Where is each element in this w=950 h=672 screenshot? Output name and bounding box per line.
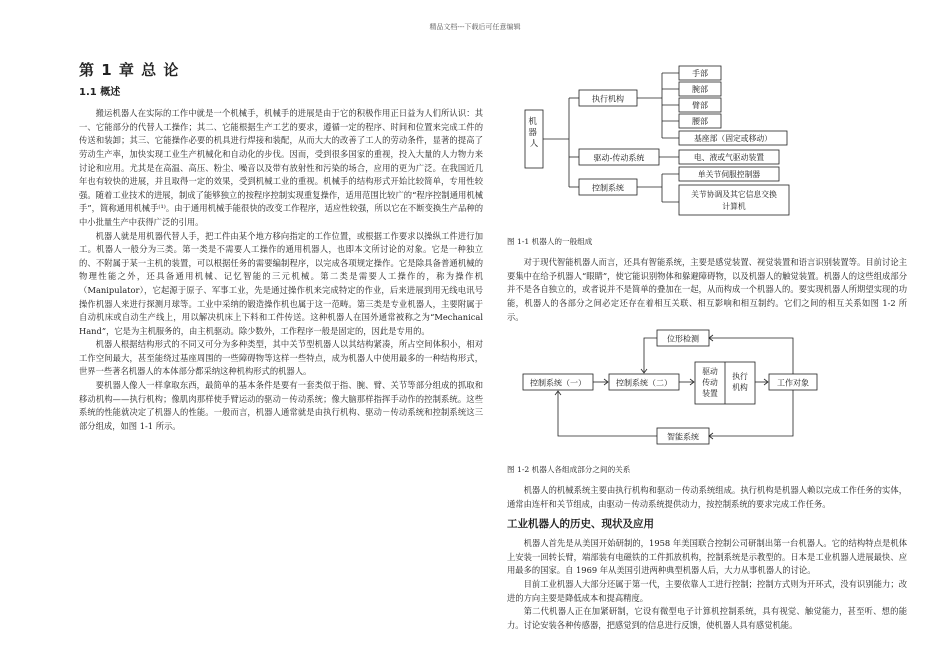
node-control-label: 控制系统	[592, 183, 624, 193]
figure-2-caption: 图 1-2 机器人各组成部分之间的关系	[507, 464, 631, 474]
node-intelligent-label: 智能系统	[667, 432, 699, 442]
node-wrist-label: 腕部	[692, 85, 708, 94]
robot-char-2: 器	[528, 128, 537, 138]
page-header: 精品文档---下载后可任意编辑	[429, 23, 521, 31]
paragraph: 机器人的机械系统主要由执行机构和驱动－传动系统组成。执行机构是机器人赖以完成工作任务的实体，通常由连杆和关节组成，由驱动－传动系统提供动力，按控制系统的要求完成工作任务。	[507, 485, 907, 509]
paragraph: 机器人就是用机器代替人手，把工件由某个地方移向指定的工作位置，或根据工作要求以操纵工件进行加工。机器人一般分为三类。第一类是不需要人工操作的通用机器人，也即本文所讨论的对象。它是一种独立的、不附属于某一主机的装置，可以根据任务的需要编制程序，以完成各项规定操作。它是除具备普通机械的物理性能之外，还具备通用机械、记忆智能的三元机械。第二类是需要人工操作的，称为操作机（Manipulator），它起源于原子、军事工业，先是通过操作机来完成特定的作业，后来进展到用无线电讯号操作机器人来进行探测月球等。工业中采纳的锻造操作机也属于这一范畴。第三类是专业机器人，主要附属于自动机床或自动生产线上，用以解决机床上下料和工件传送。这种机器人在国外通常被称之为“Mechanical Hand”，它是为主机服务的，由主机驱动。除少数外，工作程序一般是固定的，因此是专用的。	[79, 230, 483, 336]
node-exec-label-1: 执行	[732, 372, 748, 382]
right-column	[507, 54, 907, 632]
node-coord-computer-label-1: 关节协调及其它信息交换	[691, 190, 777, 199]
robot-char-1: 机	[528, 117, 537, 127]
paragraph: 要机器人像人一样拿取东西，最简单的基本条件是要有一套类似于指、腕、臂、关节等部分组成的抓取和移动机构——执行机构；像肌肉那样使手臂运动的驱动－传动系统；像大脑那样指挥手动作的控制系统。这些系统的性能就决定了机器人的性能。一般而言，机器人通常就是由执行机构、驱动－传动系统和控制系统这三部分组成，如图 1-1 所示。	[79, 380, 483, 431]
node-drive-label: 驱动-传动系统	[593, 153, 645, 163]
paragraph: 对于现代智能机器人而言，还具有智能系统，主要是感觉装置、视觉装置和语言识别装置等。目前讨论主要集中在给予机器人“眼睛”，使它能识别物体和躲避障碍物，以及机器人的触觉装置。机器人的这些组成部分并不是各自独立的，或者说并不是简单的叠加在一起，从而构成一个机器人的。要实现机器人所期望实现的功能，机器人的各部分之间必定还存在着相互关联、相互影响和相互制约。它们之间的相互关系如图 1-2 所示。	[507, 257, 907, 322]
feedback-line	[558, 392, 657, 436]
node-coord-computer-label-2: 计算机	[722, 202, 746, 211]
node-exec-label: 执行机构	[592, 94, 624, 104]
node-drive-label-2: 传动	[702, 378, 718, 388]
feedback-line	[644, 338, 657, 372]
node-control-1-label: 控制系统（一）	[530, 378, 586, 388]
node-drive-device-label: 电、液或气驱动装置	[693, 153, 765, 162]
node-exec-label-2: 机构	[732, 383, 748, 393]
node-arm-label: 臂部	[692, 101, 708, 110]
paragraph: 机器人首先是从美国开始研制的，1958 年美国联合控制公司研制出第一台机器人。它的结构特点是机体上安装一回转长臂，端部装有电磁铁的工件抓放机构，控制系统是示教型的。日本是工业机器人进展最快、应用最多的国家。自 1969 年从美国引进两种典型机器人后，大力从事机器人的讨论。	[507, 538, 907, 576]
node-servo-label: 单关节伺服控制器	[697, 170, 761, 179]
node-base-label: 基座部（固定或移动）	[694, 134, 772, 143]
section-heading-history: 工业机器人的历史、现状及应用	[507, 517, 654, 530]
paragraph: 机器人根据结构形式的不同又可分为多种类型，其中关节型机器人以其结构紧凑，所占空间体积小，相对工作空间最大，甚至能绕过基座周围的一些障碍物等这样一些特点，成为机器人中使用最多的一种结构形式，世界一些著名机器人的本体部分都采纳这种机构形式的机器人。	[79, 339, 483, 377]
node-control-2-label: 控制系统（二）	[616, 378, 672, 388]
paragraph: 第二代机器人正在加紧研制，它设有微型电子计算机控制系统，具有视觉、触觉能力，甚至听、想的能力。讨论安装各种传感器，把感觉到的信息进行反馈，使机器人具有感觉机能。	[507, 606, 907, 630]
node-drive-label-1: 驱动	[702, 367, 718, 377]
node-pose-detect-label: 位形检测	[667, 334, 699, 344]
node-hand-label: 手部	[692, 69, 708, 78]
chapter-title: 第 1 章 总 论	[79, 61, 180, 79]
left-column	[79, 61, 483, 433]
paragraph: 搬运机器人在实际的工作中就是一个机械手，机械手的进展是由于它的积极作用正日益为人们所认识：其一、它能部分的代替人工操作；其二、它能根据生产工艺的要求，遵循一定的程序、时间和位置来完成工件的传送和装卸；其三、它能操作必要的机具进行焊接和装配，从而大大的改善了工人的劳动条件，显著的提高了劳动生产率，加快实现工业生产机械化和自动化的步伐。因而，受到很多国家的重视，投入大量的人力物力来讨论和应用。尤其是在高温、高压、粉尘、噪音以及带有放射性和污染的场合，应用的更为广泛。在我国近几年也有较快的进展，并且取得一定的效果，受到机械工业的重视。机械手的结构形式开始比较简单，专用性较强。随着工业技术的进展，制成了能够独立的按程序控制实现重复操作，适用范围比较广的“程序控制通用机械手”，简称通用机械手⁽¹⁾。由于通用机械手能很快的改变工作程序，适应性较强，所以它在不断变换生产品种的中小批量生产中获得广泛的引用。	[79, 108, 483, 227]
node-robot-label	[528, 116, 539, 149]
section-heading-overview: 1.1 概述	[79, 86, 121, 98]
node-drive-label-3: 装置	[702, 389, 718, 399]
node-work-target-label: 工作对象	[777, 378, 809, 388]
paragraph: 目前工业机器人大部分还属于第一代，主要依靠人工进行控制；控制方式则为开环式，没有识别能力；改进的方向主要是降低成本和提高精度。	[507, 578, 907, 603]
figure-2-diagram	[507, 324, 907, 454]
robot-char-3: 人	[529, 139, 539, 149]
figure-1-caption: 图 1-1 机器人的一般组成	[507, 236, 593, 246]
node-waist-label: 腰部	[692, 117, 708, 126]
figure-1-diagram	[507, 54, 907, 226]
